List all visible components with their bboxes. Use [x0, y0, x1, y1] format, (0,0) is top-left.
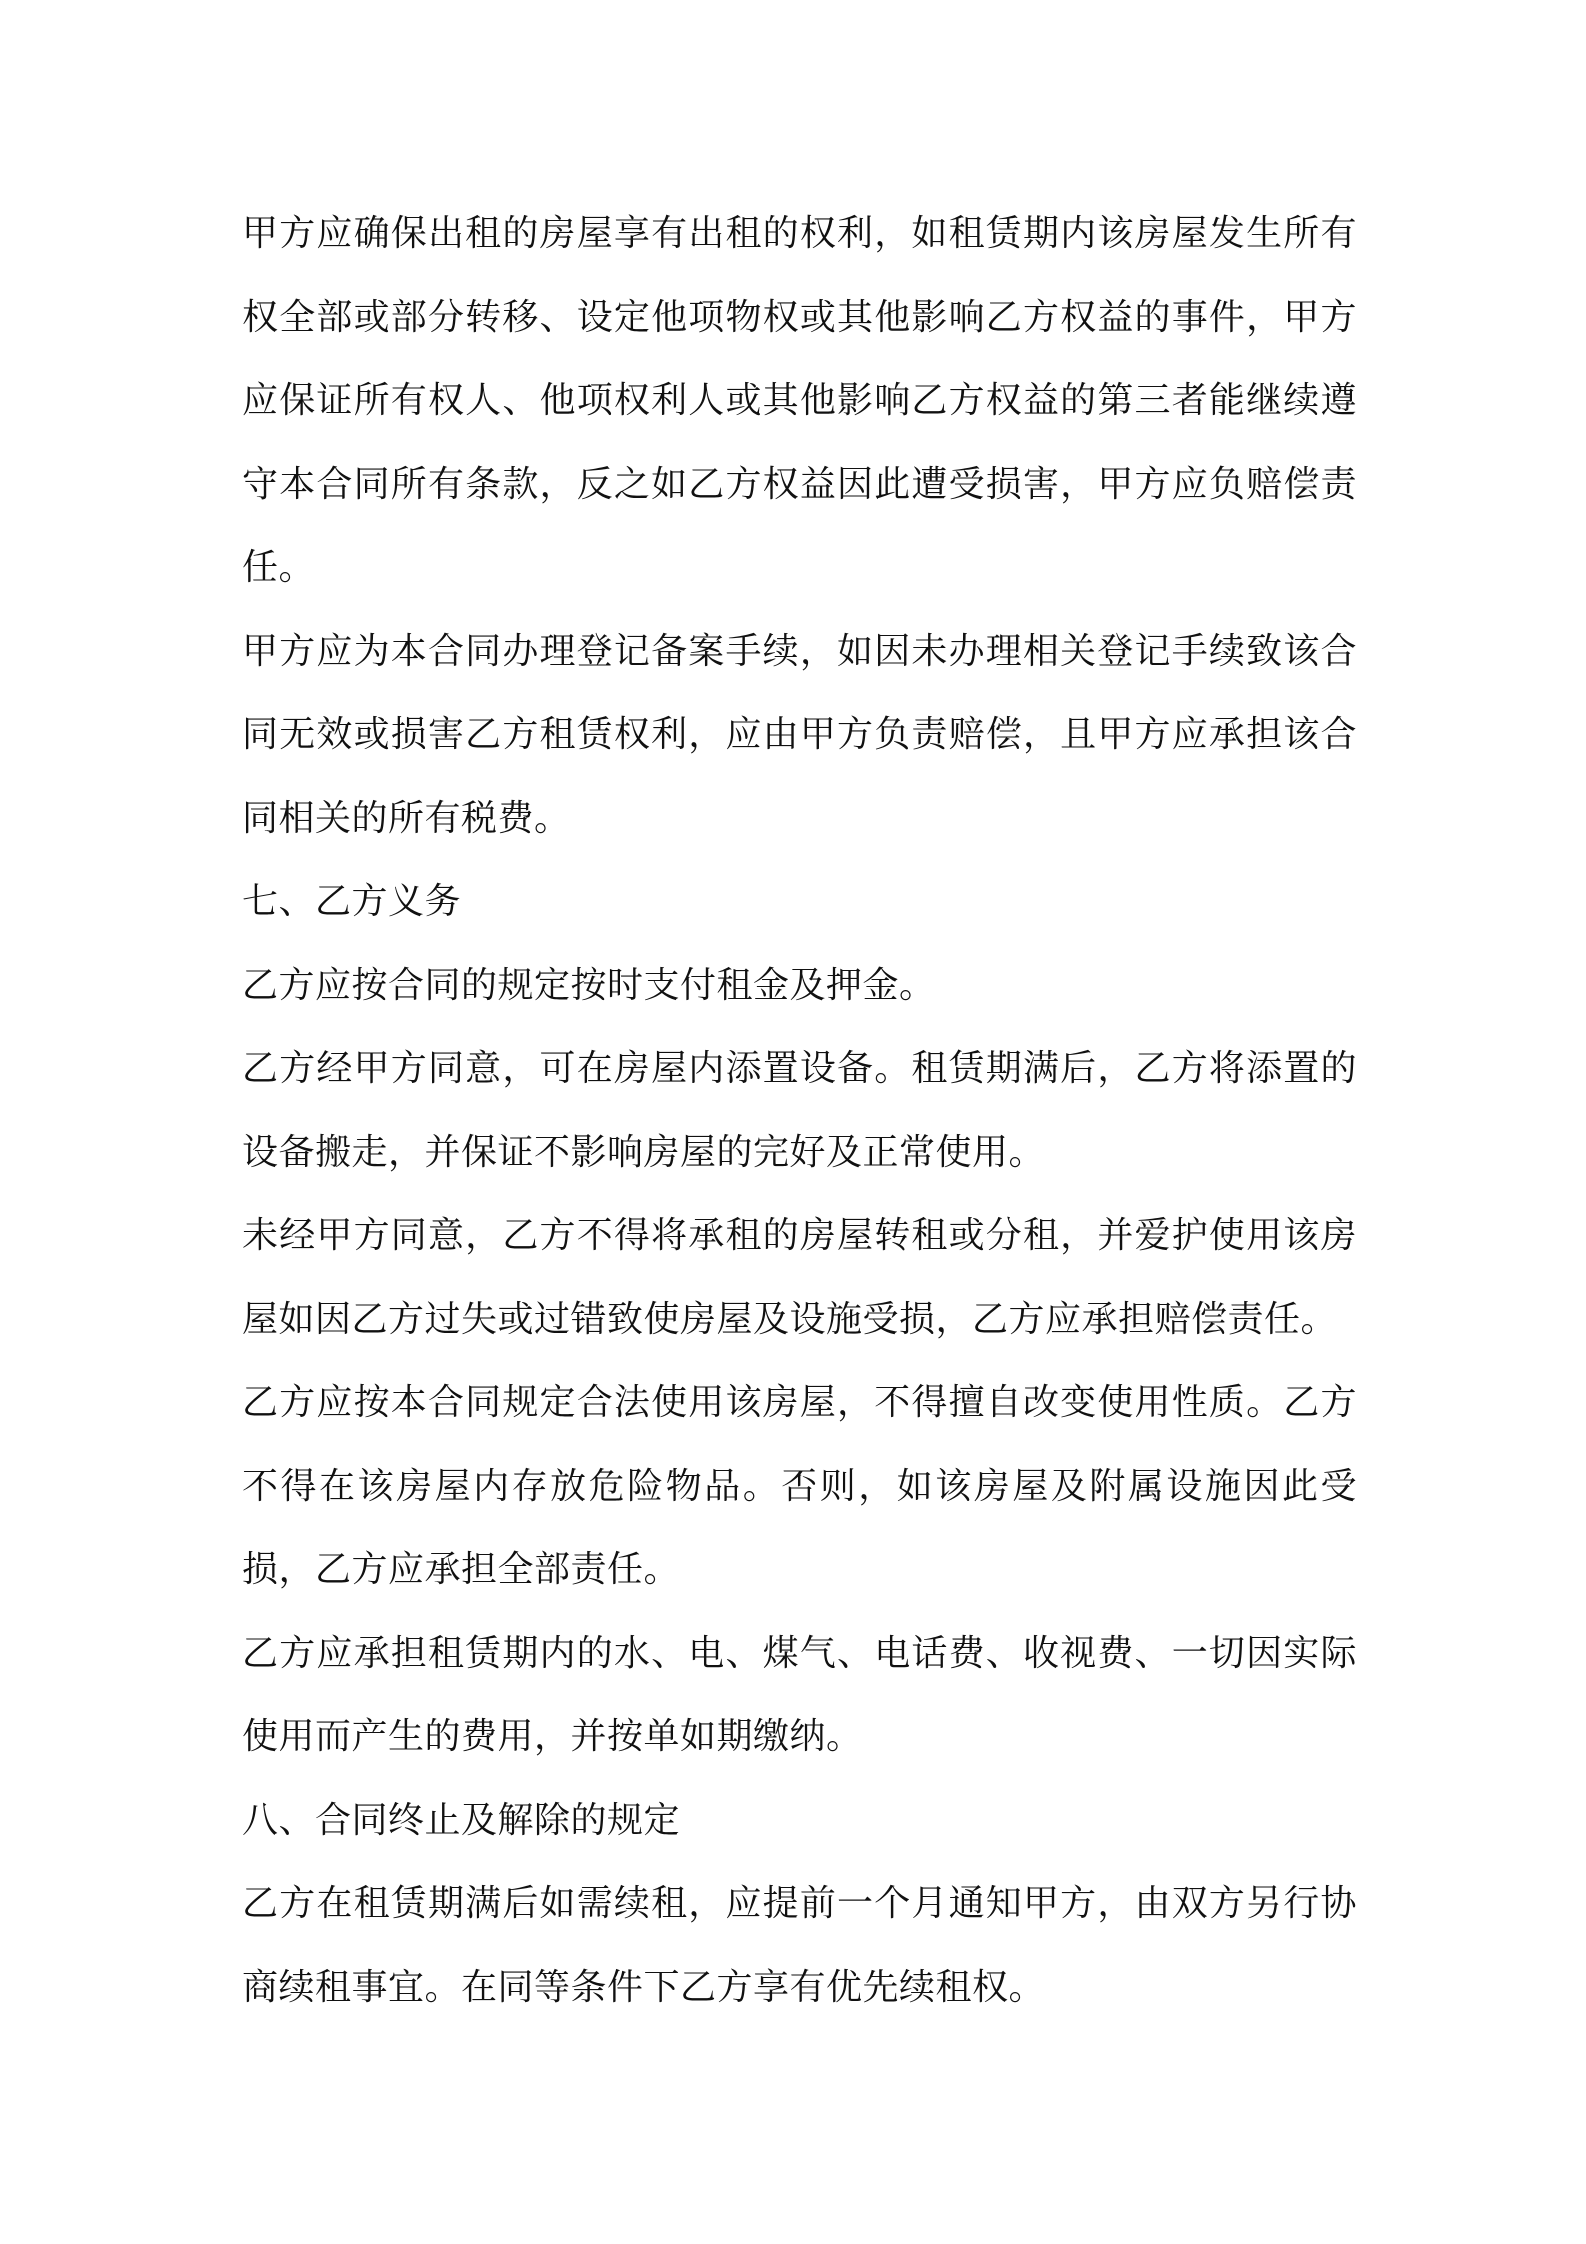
paragraph-tenant-utilities: 乙方应承担租赁期内的水、电、煤气、电话费、收视费、一切因实际使用而产生的费用，并按单如期缴纳。	[242, 1632, 1357, 1757]
paragraph-landlord-registration: 甲方应为本合同办理登记备案手续，如因未办理相关登记手续致该合同无效或损害乙方租赁权利，应由甲方负责赔偿，且甲方应承担该合同相关的所有税费。	[242, 630, 1357, 839]
document-body	[242, 192, 1357, 2029]
paragraph-tenant-payment: 乙方应按合同的规定按时支付租金及押金。	[242, 964, 936, 1006]
section-heading-termination: 八、合同终止及解除的规定	[242, 1799, 681, 1841]
paragraph-landlord-ownership-guarantee: 甲方应确保出租的房屋享有出租的权利，如租赁期内该房屋发生所有权全部或部分转移、设定他项物权或其他影响乙方权益的事件，甲方应保证所有权人、他项权利人或其他影响乙方权益的第三者能继续遵守本合同所有条款，反之如乙方权益因此遭受损害，甲方应负赔偿责任。	[242, 213, 1357, 588]
section-heading-tenant-obligations: 七、乙方义务	[242, 881, 462, 922]
paragraph-renewal: 乙方在租赁期满后如需续租，应提前一个月通知甲方，由双方另行协商续租事宜。在同等条件下乙方享有优先续租权。	[242, 1883, 1357, 2008]
paragraph-tenant-lawful-use: 乙方应按本合同规定合法使用该房屋，不得擅自改变使用性质。乙方不得在该房屋内存放危险物品。否则，如该房屋及附属设施因此受损，乙方应承担全部责任。	[242, 1382, 1357, 1590]
paragraph-tenant-equipment: 乙方经甲方同意，可在房屋内添置设备。租赁期满后，乙方将添置的设备搬走，并保证不影响房屋的完好及正常使用。	[242, 1048, 1357, 1173]
paragraph-tenant-sublet: 未经甲方同意，乙方不得将承租的房屋转租或分租，并爱护使用该房屋如因乙方过失或过错致使房屋及设施受损，乙方应承担赔偿责任。	[242, 1215, 1357, 1340]
